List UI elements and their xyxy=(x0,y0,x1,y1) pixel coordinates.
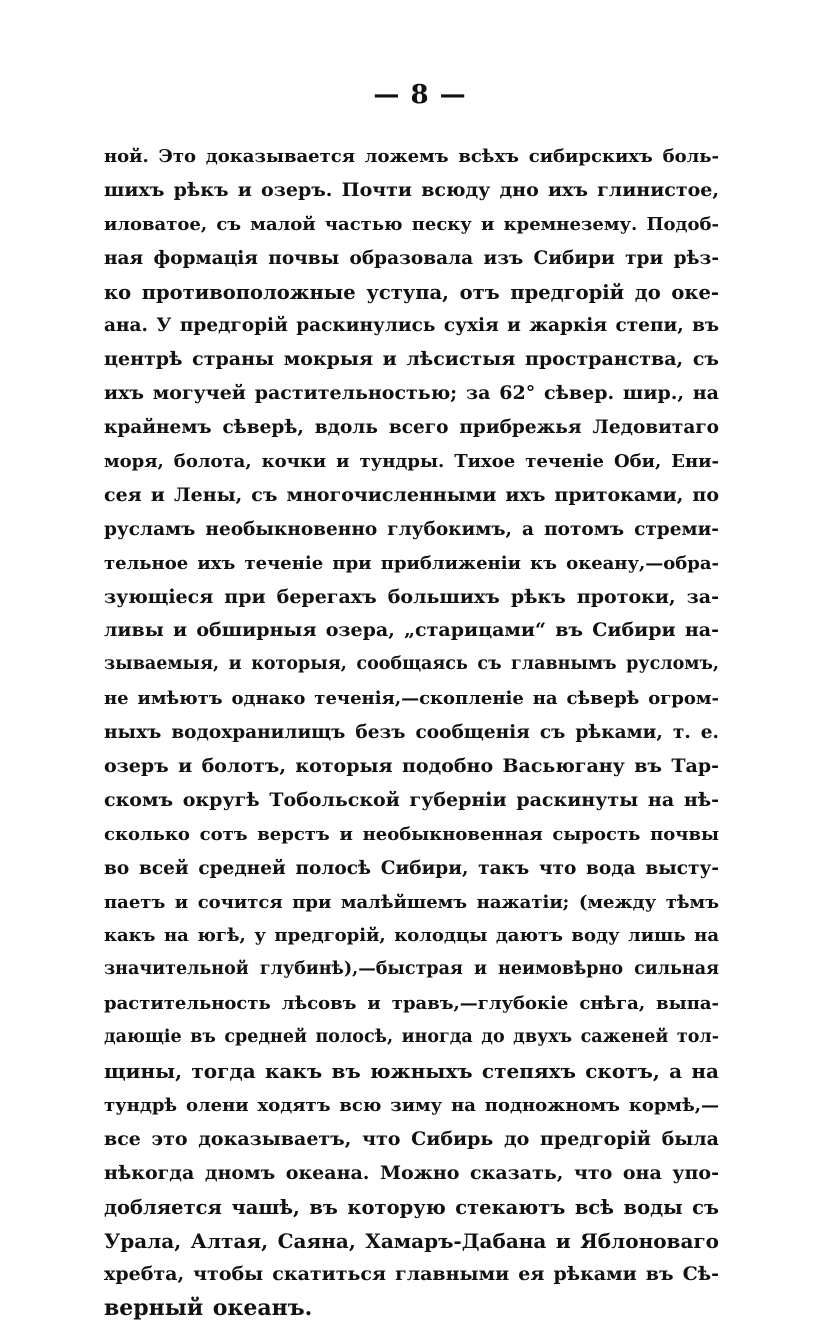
text-line: крайнемъ сѣверѣ, вдоль всего прибрежья Ледовитаго xyxy=(104,417,719,439)
text-line: значительной глубинѣ),—быстрая и неимовѣрно сильная xyxy=(104,959,719,980)
text-line: тельное ихъ теченіе при приближеніи къ океану,—обра- xyxy=(104,552,719,574)
text-line: паетъ и сочится при малѣйшемъ нажатіи; (между тѣмъ xyxy=(104,891,719,913)
text-line: ныхъ водохранилищъ безъ сообщенія съ рѣками, т. е. xyxy=(104,722,719,744)
text-line: растительность лѣсовъ и травъ,—глубокіе снѣга, выпа- xyxy=(104,993,719,1015)
text-line: шихъ рѣкъ и озеръ. Почти всюду дно ихъ глинистое, xyxy=(104,178,719,201)
text-line: ливы и обширныя озера, „старицами“ въ Сибири на- xyxy=(104,619,719,642)
text-line: сея и Лены, съ многочисленными ихъ притоками, по xyxy=(104,483,719,506)
text-line: добляется чашѣ, въ которую стекаютъ всѣ воды съ xyxy=(104,1195,719,1219)
text-line: нѣкогда дномъ океана. Можно сказать, что она упо- xyxy=(104,1161,719,1184)
text-line: во всей средней полосѣ Сибири, такъ что вода высту- xyxy=(104,857,719,879)
text-line: ной. Это доказывается ложемъ всѣхъ сибирскихъ боль- xyxy=(104,146,719,167)
text-line: иловатое, съ малой частью песку и кремнезему. Подоб- xyxy=(104,213,719,235)
text-line: зующіеся при берегахъ большихъ рѣкъ протоки, за- xyxy=(104,585,719,608)
text-line: Урала, Алтая, Саяна, Хамаръ-Дабана и Яблоноваго xyxy=(104,1228,719,1253)
text-line: ная формація почвы образовала изъ Сибири три рѣз- xyxy=(104,247,719,269)
text-line: ана. У предгорій раскинулись сухія и жаркія степи, въ xyxy=(104,315,720,337)
text-line: какъ на югѣ, у предгорій, колодцы даютъ воду лишь на xyxy=(104,925,719,947)
text-line: хребта, чтобы скатиться главными ея рѣками въ Сѣ- xyxy=(104,1263,719,1286)
text-line: зываемыя, и которыя, сообщаясь съ главнымъ русломъ, xyxy=(104,654,719,675)
text-line: русламъ необыкновенно глубокимъ, а потомъ стреми- xyxy=(104,518,719,540)
text-line: ко противоположные уступа, отъ предгорій до оке- xyxy=(104,280,719,304)
text-line: все это доказываетъ, что Сибирь до предгорій была xyxy=(104,1127,719,1150)
text-line: ихъ могучей растительностью; за 62° сѣвер. шир., на xyxy=(104,382,719,405)
body-text xyxy=(104,140,719,1326)
text-line: тундрѣ олени ходятъ всю зиму на подножномъ кормѣ,— xyxy=(104,1094,719,1116)
text-line: моря, болота, кочки и тундры. Тихое теченіе Оби, Ени- xyxy=(104,451,719,473)
text-line: скомъ округѣ Тобольской губерніи раскинуты на нѣ- xyxy=(104,788,719,811)
page-number: — 8 — xyxy=(373,80,467,110)
text-line: озеръ и болотъ, которыя подобно Васьюгану въ Тар- xyxy=(104,755,719,778)
text-line: щины, тогда какъ въ южныхъ степяхъ скотъ, а на xyxy=(104,1059,719,1084)
text-line: сколько сотъ верстъ и необыкновенная сырость почвы xyxy=(104,823,719,845)
text-line: не имѣютъ однако теченія,—скопленіе на сѣверѣ огром- xyxy=(104,688,719,710)
text-line: центрѣ страны мокрыя и лѣсистыя пространства, съ xyxy=(104,348,719,371)
text-line: верный океанъ. xyxy=(104,1295,313,1322)
text-line: дающіе въ средней полосѣ, иногда до двухъ саженей тол- xyxy=(104,1027,719,1048)
